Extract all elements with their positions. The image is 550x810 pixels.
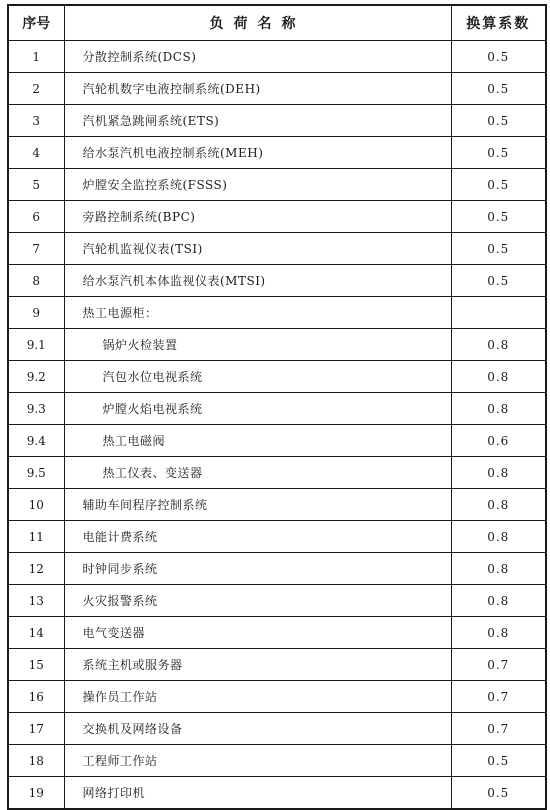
table-row (8, 233, 546, 265)
table-row (8, 361, 546, 393)
row-serial-number: 7 (8, 233, 64, 265)
table-row (8, 681, 546, 713)
row-serial-number: 3 (8, 105, 64, 137)
row-conversion-coefficient: 0.5 (451, 745, 546, 777)
row-conversion-coefficient: 0.5 (451, 73, 546, 105)
row-serial-number: 9.5 (8, 457, 64, 489)
row-conversion-coefficient: 0.7 (451, 681, 546, 713)
table-header-row (8, 5, 546, 41)
row-conversion-coefficient: 0.5 (451, 777, 546, 810)
row-load-name: 电气变送器 (64, 617, 451, 649)
row-load-name: 给水泵汽机本体监视仪表(MTSI) (64, 265, 451, 297)
row-load-name: 汽轮机数字电液控制系统(DEH) (64, 73, 451, 105)
table-row (8, 425, 546, 457)
table-row (8, 457, 546, 489)
row-serial-number: 18 (8, 745, 64, 777)
row-serial-number: 2 (8, 73, 64, 105)
row-conversion-coefficient: 0.5 (451, 201, 546, 233)
row-load-name: 系统主机或服务器 (64, 649, 451, 681)
table-row (8, 329, 546, 361)
row-serial-number: 11 (8, 521, 64, 553)
row-conversion-coefficient: 0.5 (451, 233, 546, 265)
row-load-name: 火灾报警系统 (64, 585, 451, 617)
row-serial-number: 9.4 (8, 425, 64, 457)
table-row (8, 585, 546, 617)
row-conversion-coefficient: 0.8 (451, 521, 546, 553)
header-serial-number: 序号 (8, 5, 64, 41)
row-load-name: 汽包水位电视系统 (64, 361, 451, 393)
row-load-name: 锅炉火检装置 (64, 329, 451, 361)
row-load-name: 热工电磁阀 (64, 425, 451, 457)
row-load-name: 热工电源柜： (64, 297, 451, 329)
row-serial-number: 17 (8, 713, 64, 745)
row-serial-number: 9.3 (8, 393, 64, 425)
table-row (8, 297, 546, 329)
table-row (8, 649, 546, 681)
row-conversion-coefficient: 0.8 (451, 553, 546, 585)
row-load-name: 炉膛火焰电视系统 (64, 393, 451, 425)
row-serial-number: 8 (8, 265, 64, 297)
table-row (8, 105, 546, 137)
header-load-name: 负荷名称 (64, 5, 451, 41)
table-row (8, 73, 546, 105)
row-load-name: 交换机及网络设备 (64, 713, 451, 745)
table-row (8, 553, 546, 585)
row-conversion-coefficient: 0.8 (451, 361, 546, 393)
table-row (8, 393, 546, 425)
header-conversion-coefficient: 换算系数 (451, 5, 546, 41)
table-row (8, 777, 546, 810)
row-load-name: 操作员工作站 (64, 681, 451, 713)
row-serial-number: 9.1 (8, 329, 64, 361)
row-serial-number: 4 (8, 137, 64, 169)
row-conversion-coefficient: 0.5 (451, 41, 546, 73)
row-conversion-coefficient: 0.8 (451, 489, 546, 521)
row-serial-number: 13 (8, 585, 64, 617)
row-serial-number: 19 (8, 777, 64, 810)
table-row (8, 137, 546, 169)
table-row (8, 521, 546, 553)
row-conversion-coefficient: 0.8 (451, 585, 546, 617)
row-load-name: 分散控制系统(DCS) (64, 41, 451, 73)
row-load-name: 汽机紧急跳闸系统(ETS) (64, 105, 451, 137)
row-conversion-coefficient: 0.5 (451, 265, 546, 297)
row-load-name: 炉膛安全监控系统(FSSS) (64, 169, 451, 201)
row-conversion-coefficient: 0.8 (451, 617, 546, 649)
row-serial-number: 16 (8, 681, 64, 713)
table-row (8, 713, 546, 745)
table-row (8, 41, 546, 73)
row-load-name: 电能计费系统 (64, 521, 451, 553)
row-serial-number: 9.2 (8, 361, 64, 393)
row-serial-number: 10 (8, 489, 64, 521)
row-conversion-coefficient: 0.8 (451, 329, 546, 361)
row-load-name: 旁路控制系统(BPC) (64, 201, 451, 233)
row-serial-number: 6 (8, 201, 64, 233)
table-row (8, 489, 546, 521)
table-row (8, 617, 546, 649)
table-row (8, 201, 546, 233)
row-conversion-coefficient: 0.6 (451, 425, 546, 457)
row-serial-number: 14 (8, 617, 64, 649)
table-row (8, 265, 546, 297)
row-load-name: 网络打印机 (64, 777, 451, 810)
row-load-name: 热工仪表、变送器 (64, 457, 451, 489)
row-serial-number: 15 (8, 649, 64, 681)
row-conversion-coefficient: 0.5 (451, 137, 546, 169)
row-conversion-coefficient: 0.5 (451, 169, 546, 201)
row-load-name: 工程师工作站 (64, 745, 451, 777)
row-conversion-coefficient: 0.8 (451, 457, 546, 489)
row-serial-number: 9 (8, 297, 64, 329)
row-serial-number: 1 (8, 41, 64, 73)
table-row (8, 745, 546, 777)
row-load-name: 给水泵汽机电液控制系统(MEH) (64, 137, 451, 169)
table-row (8, 169, 546, 201)
row-conversion-coefficient: 0.7 (451, 713, 546, 745)
table-body (8, 41, 546, 810)
row-conversion-coefficient: 0.8 (451, 393, 546, 425)
row-serial-number: 12 (8, 553, 64, 585)
load-coefficient-table (7, 4, 547, 810)
row-conversion-coefficient: 0.7 (451, 649, 546, 681)
row-conversion-coefficient: 0.5 (451, 105, 546, 137)
row-serial-number: 5 (8, 169, 64, 201)
row-load-name: 时钟同步系统 (64, 553, 451, 585)
row-load-name: 辅助车间程序控制系统 (64, 489, 451, 521)
row-conversion-coefficient (451, 297, 546, 329)
row-load-name: 汽轮机监视仪表(TSI) (64, 233, 451, 265)
